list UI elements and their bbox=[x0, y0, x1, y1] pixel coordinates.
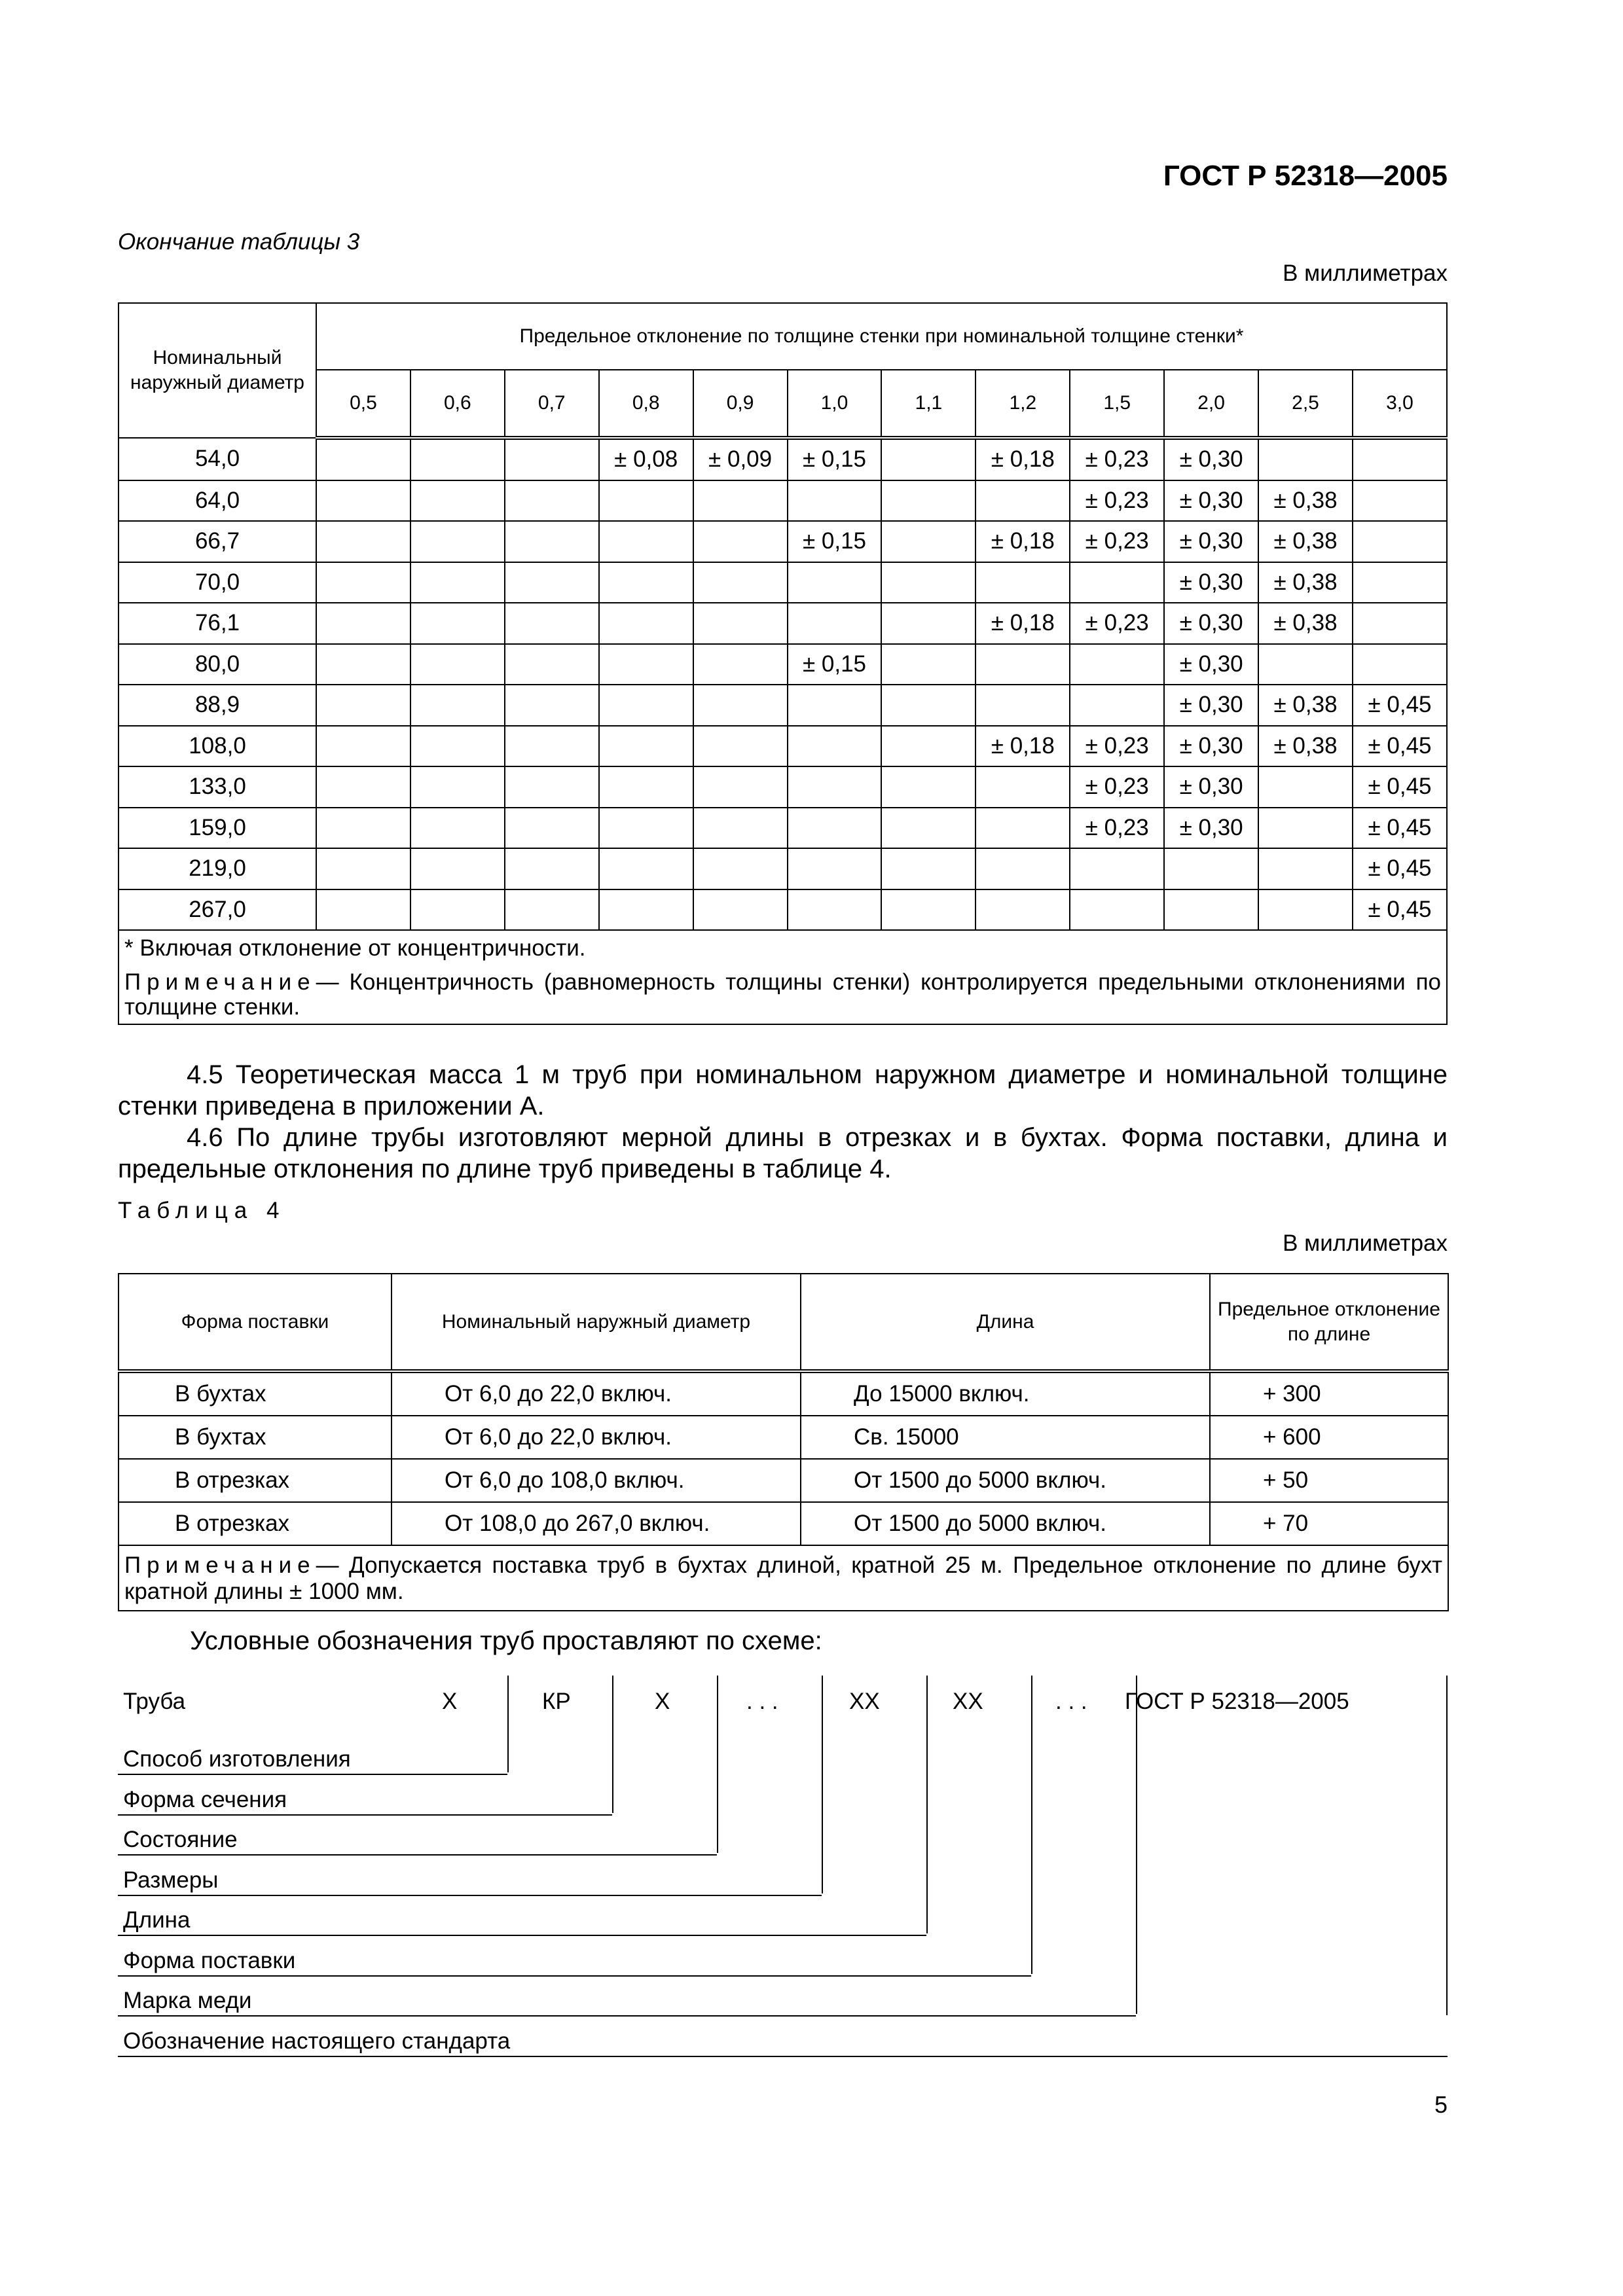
table-row bbox=[119, 521, 1447, 562]
table-row bbox=[119, 1502, 1448, 1545]
table3-tolerance-cell: ± 0,23 bbox=[1070, 808, 1164, 849]
table3-diameter-cell: 80,0 bbox=[119, 644, 316, 685]
table3-tolerance-cell bbox=[316, 521, 410, 562]
table3-tolerance-cell: ± 0,23 bbox=[1070, 766, 1164, 808]
table3-thickness-header: 1,5 bbox=[1070, 370, 1164, 438]
table3-tolerance-cell bbox=[410, 562, 505, 603]
table3-tolerance-cell: ± 0,30 bbox=[1164, 685, 1258, 726]
scheme-label: Длина bbox=[123, 1907, 191, 1933]
scheme-label: Обозначение настоящего стандарта bbox=[123, 2028, 511, 2054]
table3-tolerance-cell bbox=[881, 480, 976, 522]
table3-tolerance-cell bbox=[976, 685, 1070, 726]
table3-tolerance-cell bbox=[316, 438, 410, 480]
table-row bbox=[119, 562, 1447, 603]
table4-header: Номинальный наружный диаметр bbox=[392, 1274, 801, 1371]
table3-tolerance-cell: ± 0,30 bbox=[1164, 521, 1258, 562]
table3-tolerance-cell bbox=[410, 848, 505, 889]
table4-cell: От 108,0 до 267,0 включ. bbox=[392, 1502, 801, 1545]
table3-tolerance-cell: ± 0,23 bbox=[1070, 521, 1164, 562]
scheme-head-field: . . . bbox=[746, 1689, 778, 1714]
table4-caption: Таблица 4 bbox=[118, 1198, 286, 1223]
table3-thickness-header: 0,9 bbox=[693, 370, 788, 438]
table3-tolerance-cell bbox=[788, 726, 882, 767]
scheme-head-field: X bbox=[655, 1689, 670, 1714]
table3-tolerance-cell bbox=[316, 603, 410, 644]
table4-cell: + 600 bbox=[1210, 1416, 1448, 1459]
table3-tolerance-cell: ± 0,15 bbox=[788, 438, 882, 480]
table3-tolerance-cell bbox=[599, 726, 693, 767]
table3-tolerance-cell bbox=[788, 685, 882, 726]
table3-tolerance-cell bbox=[316, 848, 410, 889]
table3-tolerance-cell: ± 0,38 bbox=[1258, 685, 1353, 726]
table3-tolerance-cell bbox=[881, 603, 976, 644]
scheme-underline bbox=[118, 1854, 717, 1856]
table4-cell: До 15000 включ. bbox=[801, 1371, 1210, 1416]
table4-cell: От 6,0 до 108,0 включ. bbox=[392, 1459, 801, 1502]
table3-tolerance-cell: ± 0,30 bbox=[1164, 480, 1258, 522]
table3-tolerance-cell bbox=[976, 766, 1070, 808]
table-row bbox=[119, 1416, 1448, 1459]
table3-tolerance-cell bbox=[1070, 889, 1164, 931]
table3-tolerance-cell bbox=[1353, 562, 1447, 603]
scheme-connector-line bbox=[1031, 1676, 1032, 1974]
table3-thickness-header: 2,0 bbox=[1164, 370, 1258, 438]
table3-thickness-header: 3,0 bbox=[1353, 370, 1447, 438]
table3-diameter-cell: 70,0 bbox=[119, 562, 316, 603]
table3-tolerance-cell: ± 0,18 bbox=[976, 603, 1070, 644]
table3-tolerance-cell bbox=[599, 808, 693, 849]
table3-tolerance-cell bbox=[1353, 603, 1447, 644]
table3-tolerance-cell: ± 0,30 bbox=[1164, 808, 1258, 849]
table3-diameter-cell: 88,9 bbox=[119, 685, 316, 726]
table3-tolerance-cell bbox=[316, 889, 410, 931]
table3-tolerance-cell: ± 0,18 bbox=[976, 438, 1070, 480]
table3-tolerance-cell: ± 0,30 bbox=[1164, 766, 1258, 808]
scheme-connector-line bbox=[1446, 1676, 1448, 2015]
table3-tolerance-cell bbox=[316, 480, 410, 522]
table3-tolerance-cell bbox=[881, 521, 976, 562]
scheme-underline bbox=[118, 1935, 926, 1936]
table3-tolerance-cell bbox=[693, 726, 788, 767]
table3-tolerance-cell bbox=[976, 848, 1070, 889]
table3-tolerance-cell bbox=[1070, 848, 1164, 889]
table3-tolerance-cell: ± 0,18 bbox=[976, 726, 1070, 767]
table3-tolerance-cell bbox=[693, 848, 788, 889]
scheme-intro: Условные обозначения труб проставляют по схеме: bbox=[190, 1626, 822, 1655]
scheme-label: Способ изготовления bbox=[123, 1746, 351, 1772]
table3-tolerance-cell bbox=[976, 480, 1070, 522]
table3-tolerance-cell bbox=[410, 766, 505, 808]
table4-cell: В бухтах bbox=[119, 1371, 392, 1416]
table3-tolerance-cell bbox=[1353, 644, 1447, 685]
scheme-connector-line bbox=[926, 1676, 928, 1933]
table3-tolerance-cell bbox=[505, 644, 599, 685]
scheme-head-field: XX bbox=[849, 1689, 880, 1714]
table3-tolerance-cell bbox=[316, 808, 410, 849]
table3-thickness-header: 0,7 bbox=[505, 370, 599, 438]
table3-tolerance-cell bbox=[881, 562, 976, 603]
table3-tolerance-cell: ± 0,45 bbox=[1353, 766, 1447, 808]
scheme-connector-line bbox=[507, 1676, 509, 1772]
table3-tolerance-cell: ± 0,30 bbox=[1164, 726, 1258, 767]
scheme-underline bbox=[118, 1774, 507, 1775]
table3-tolerance-cell: ± 0,15 bbox=[788, 644, 882, 685]
table3-tolerance-cell bbox=[1070, 562, 1164, 603]
table-row bbox=[119, 1371, 1448, 1416]
table3-diameter-cell: 133,0 bbox=[119, 766, 316, 808]
table3-tolerance-cell bbox=[976, 644, 1070, 685]
table3-tolerance-cell bbox=[410, 685, 505, 726]
table3-tolerance-cell bbox=[881, 808, 976, 849]
table3-tolerance-cell bbox=[881, 766, 976, 808]
table3-tolerance-cell bbox=[788, 480, 882, 522]
scheme-head-field: . . . bbox=[1055, 1689, 1087, 1714]
table3-diameter-cell: 54,0 bbox=[119, 438, 316, 480]
table3-footnote: * Включая отклонение от концентричности. bbox=[124, 935, 586, 961]
table3-tolerance-cell: ± 0,38 bbox=[1258, 726, 1353, 767]
table3-tolerance-cell bbox=[410, 603, 505, 644]
table4-note-text: — Допускается поставка труб в бухтах длиной, кратной 25 м. Предельное отклонение по длине бухт кратной длины ± 1000 мм. bbox=[124, 1552, 1442, 1604]
table3-notes bbox=[119, 930, 1447, 1024]
table4-cell: В отрезках bbox=[119, 1502, 392, 1545]
table3-tolerance-cell bbox=[316, 766, 410, 808]
table3-tolerance-cell bbox=[1258, 644, 1353, 685]
table3-tolerance-cell bbox=[693, 480, 788, 522]
table3-units: В миллиметрах bbox=[1283, 260, 1448, 286]
table3-thickness-header: 1,1 bbox=[881, 370, 976, 438]
table3-tolerance-cell: ± 0,38 bbox=[1258, 480, 1353, 522]
table3-thickness-header: 1,0 bbox=[788, 370, 882, 438]
table3-tolerance-cell: ± 0,45 bbox=[1353, 808, 1447, 849]
table3-tolerance-cell: ± 0,45 bbox=[1353, 726, 1447, 767]
scheme-connector-line bbox=[1136, 1676, 1137, 2014]
table3-tolerance-cell bbox=[505, 889, 599, 931]
table3-tolerance-cell: ± 0,45 bbox=[1353, 848, 1447, 889]
table3-tolerance-cell bbox=[505, 521, 599, 562]
scheme-underline bbox=[118, 2015, 1136, 2017]
scheme-connector-line bbox=[717, 1676, 718, 1853]
table3-tolerance-cell: ± 0,18 bbox=[976, 521, 1070, 562]
table4-cell: В отрезках bbox=[119, 1459, 392, 1502]
table3-tolerance-cell: ± 0,30 bbox=[1164, 562, 1258, 603]
table4-cell: От 1500 до 5000 включ. bbox=[801, 1502, 1210, 1545]
scheme-underline bbox=[118, 1895, 822, 1896]
table-row bbox=[119, 726, 1447, 767]
table-row bbox=[119, 889, 1447, 931]
table4-header: Форма поставки bbox=[119, 1274, 392, 1371]
table4-cell: От 1500 до 5000 включ. bbox=[801, 1459, 1210, 1502]
table3-tolerance-cell: ± 0,23 bbox=[1070, 438, 1164, 480]
table3-note-label: Примечание bbox=[124, 969, 316, 995]
table3-tolerance-cell bbox=[599, 480, 693, 522]
table3-tolerance-cell bbox=[599, 562, 693, 603]
table3-thickness-header: 0,5 bbox=[316, 370, 410, 438]
table3-tolerance-cell bbox=[693, 766, 788, 808]
table3-tolerance-cell bbox=[693, 808, 788, 849]
table-row bbox=[119, 644, 1447, 685]
scheme-underline bbox=[118, 2056, 1448, 2057]
table4-units: В миллиметрах bbox=[1283, 1230, 1448, 1256]
table4-note bbox=[119, 1545, 1448, 1611]
table3-tolerance-cell bbox=[1258, 766, 1353, 808]
table3-tolerance-cell: ± 0,23 bbox=[1070, 726, 1164, 767]
table4 bbox=[118, 1273, 1449, 1611]
table4-cell: + 50 bbox=[1210, 1459, 1448, 1502]
table3-tolerance-cell: ± 0,30 bbox=[1164, 644, 1258, 685]
table-row bbox=[119, 480, 1447, 522]
table4-cell: В бухтах bbox=[119, 1416, 392, 1459]
table3-tolerance-cell bbox=[1258, 808, 1353, 849]
table3-tolerance-cell: ± 0,09 bbox=[693, 438, 788, 480]
table4-header: Длина bbox=[801, 1274, 1210, 1371]
table3-tolerance-cell bbox=[693, 644, 788, 685]
table3-diameter-cell: 66,7 bbox=[119, 521, 316, 562]
paragraph-4-6: 4.6 По длине трубы изготовляют мерной длины в отрезках и в бухтах. Форма поставки, длина и предельные отклонения по длине труб приведены в таблице 4. bbox=[118, 1123, 1448, 1183]
table3-tolerance-cell bbox=[316, 685, 410, 726]
scheme-underline bbox=[118, 1814, 612, 1816]
table3-tolerance-cell: ± 0,45 bbox=[1353, 889, 1447, 931]
table3-tolerance-cell bbox=[881, 438, 976, 480]
table3-tolerance-cell bbox=[1070, 644, 1164, 685]
table3-tolerance-cell bbox=[693, 889, 788, 931]
table3-tolerance-cell bbox=[1258, 438, 1353, 480]
scheme-underline bbox=[118, 1975, 1031, 1977]
table3-tolerance-cell bbox=[1164, 848, 1258, 889]
table4-note-label: Примечание bbox=[124, 1552, 316, 1578]
designation-scheme bbox=[118, 1676, 1448, 2068]
table3-tolerance-cell bbox=[881, 644, 976, 685]
table3-tolerance-cell bbox=[788, 603, 882, 644]
table3-tolerance-cell bbox=[410, 726, 505, 767]
table3-tolerance-cell bbox=[505, 766, 599, 808]
table3-tolerance-cell: ± 0,23 bbox=[1070, 603, 1164, 644]
table3-tolerance-cell bbox=[599, 603, 693, 644]
table3-tolerance-cell bbox=[505, 848, 599, 889]
table3-tolerance-cell bbox=[693, 685, 788, 726]
table3-tolerance-cell bbox=[788, 808, 882, 849]
table3-tolerance-cell bbox=[1353, 521, 1447, 562]
table3-tolerance-cell: ± 0,30 bbox=[1164, 603, 1258, 644]
table3-diameter-cell: 267,0 bbox=[119, 889, 316, 931]
table-row bbox=[119, 1459, 1448, 1502]
table3-tolerance-cell bbox=[976, 808, 1070, 849]
table4-cell: От 6,0 до 22,0 включ. bbox=[392, 1416, 801, 1459]
table3-thickness-header: 1,2 bbox=[976, 370, 1070, 438]
table3-tolerance-cell bbox=[505, 603, 599, 644]
table3-tolerance-cell bbox=[599, 644, 693, 685]
table3-diameter-cell: 76,1 bbox=[119, 603, 316, 644]
scheme-head-field: XX bbox=[953, 1689, 983, 1714]
paragraph-4-5: 4.5 Теоретическая масса 1 м труб при номинальном наружном диаметре и номинальной толщине стенки приведена в приложении А. bbox=[118, 1060, 1448, 1121]
table3-tolerance-cell bbox=[505, 726, 599, 767]
table3-tolerance-cell bbox=[410, 480, 505, 522]
scheme-label: Марка меди bbox=[123, 1988, 252, 2013]
table3-tolerance-cell bbox=[410, 644, 505, 685]
table3-tolerance-cell bbox=[881, 889, 976, 931]
table3-tolerance-cell: ± 0,23 bbox=[1070, 480, 1164, 522]
table-row bbox=[119, 848, 1447, 889]
table3-header-diameter: Номинальный наружный диаметр bbox=[119, 303, 316, 438]
table3-tolerance-cell bbox=[788, 562, 882, 603]
table3-thickness-header: 0,6 bbox=[410, 370, 505, 438]
table3-tolerance-cell bbox=[505, 480, 599, 522]
table3 bbox=[118, 302, 1448, 1025]
table-row bbox=[119, 685, 1447, 726]
table3-tolerance-cell bbox=[410, 889, 505, 931]
table4-cell: + 300 bbox=[1210, 1371, 1448, 1416]
table3-tolerance-cell bbox=[881, 685, 976, 726]
scheme-connector-line bbox=[822, 1676, 823, 1893]
table3-tolerance-cell bbox=[788, 848, 882, 889]
table3-tolerance-cell bbox=[1353, 438, 1447, 480]
table3-tolerance-cell bbox=[599, 889, 693, 931]
table3-tolerance-cell: ± 0,38 bbox=[1258, 521, 1353, 562]
table3-thickness-header: 2,5 bbox=[1258, 370, 1353, 438]
table3-tolerance-cell: ± 0,45 bbox=[1353, 685, 1447, 726]
table3-continuation-label: Окончание таблицы 3 bbox=[118, 229, 360, 255]
scheme-head-field: КР bbox=[542, 1689, 571, 1714]
table3-tolerance-cell bbox=[316, 644, 410, 685]
table3-tolerance-cell bbox=[1353, 480, 1447, 522]
table-row bbox=[119, 438, 1447, 480]
table3-tolerance-cell bbox=[693, 603, 788, 644]
table3-tolerance-cell bbox=[505, 808, 599, 849]
scheme-label: Размеры bbox=[123, 1867, 219, 1893]
table4-cell: + 70 bbox=[1210, 1502, 1448, 1545]
scheme-head-field: X bbox=[442, 1689, 458, 1714]
table4-cell: Св. 15000 bbox=[801, 1416, 1210, 1459]
table3-tolerance-cell bbox=[410, 521, 505, 562]
scheme-label: Состояние bbox=[123, 1827, 238, 1852]
table3-tolerance-cell bbox=[599, 685, 693, 726]
table4-cell: От 6,0 до 22,0 включ. bbox=[392, 1371, 801, 1416]
table3-tolerance-cell: ± 0,15 bbox=[788, 521, 882, 562]
table3-tolerance-cell bbox=[505, 438, 599, 480]
scheme-head-field: ГОСТ Р 52318—2005 bbox=[1125, 1689, 1349, 1714]
table3-tolerance-cell bbox=[410, 438, 505, 480]
table3-tolerance-cell bbox=[693, 562, 788, 603]
table3-tolerance-cell bbox=[976, 562, 1070, 603]
table3-note bbox=[124, 970, 1441, 1020]
table3-note-text: — Концентричность (равномерность толщины стенки) контролируется предельными отклонениями по толщине стенки. bbox=[124, 969, 1441, 1020]
table3-tolerance-cell bbox=[788, 766, 882, 808]
table3-tolerance-cell bbox=[505, 562, 599, 603]
table3-header-group: Предельное отклонение по толщине стенки при номинальной толщине стенки* bbox=[316, 303, 1447, 370]
table3-tolerance-cell bbox=[316, 726, 410, 767]
table-row bbox=[119, 808, 1447, 849]
table3-tolerance-cell bbox=[316, 562, 410, 603]
table3-tolerance-cell bbox=[881, 726, 976, 767]
scheme-label: Форма поставки bbox=[123, 1947, 296, 1973]
scheme-label: Форма сечения bbox=[123, 1786, 287, 1812]
table3-tolerance-cell bbox=[410, 808, 505, 849]
table3-tolerance-cell bbox=[693, 521, 788, 562]
table-row bbox=[119, 766, 1447, 808]
table3-tolerance-cell bbox=[505, 685, 599, 726]
table3-diameter-cell: 219,0 bbox=[119, 848, 316, 889]
table3-diameter-cell: 64,0 bbox=[119, 480, 316, 522]
table3-tolerance-cell bbox=[1070, 685, 1164, 726]
table3-thickness-header: 0,8 bbox=[599, 370, 693, 438]
document-code: ГОСТ Р 52318—2005 bbox=[1163, 160, 1448, 192]
table3-tolerance-cell bbox=[599, 521, 693, 562]
table-row bbox=[119, 603, 1447, 644]
table3-tolerance-cell: ± 0,38 bbox=[1258, 603, 1353, 644]
table3-diameter-cell: 159,0 bbox=[119, 808, 316, 849]
table3-tolerance-cell: ± 0,08 bbox=[599, 438, 693, 480]
table3-tolerance-cell bbox=[881, 848, 976, 889]
table3-tolerance-cell bbox=[1258, 848, 1353, 889]
scheme-head-term: Труба bbox=[123, 1689, 186, 1714]
table3-tolerance-cell bbox=[1258, 889, 1353, 931]
scheme-connector-line bbox=[612, 1676, 613, 1813]
table3-tolerance-cell bbox=[788, 889, 882, 931]
table3-tolerance-cell: ± 0,30 bbox=[1164, 438, 1258, 480]
table3-tolerance-cell bbox=[1164, 889, 1258, 931]
table4-header: Предельное отклонение по длине bbox=[1210, 1274, 1448, 1371]
table3-tolerance-cell bbox=[976, 889, 1070, 931]
table3-tolerance-cell: ± 0,38 bbox=[1258, 562, 1353, 603]
table3-tolerance-cell bbox=[599, 848, 693, 889]
page-number: 5 bbox=[1434, 2091, 1448, 2118]
table3-diameter-cell: 108,0 bbox=[119, 726, 316, 767]
table3-tolerance-cell bbox=[599, 766, 693, 808]
